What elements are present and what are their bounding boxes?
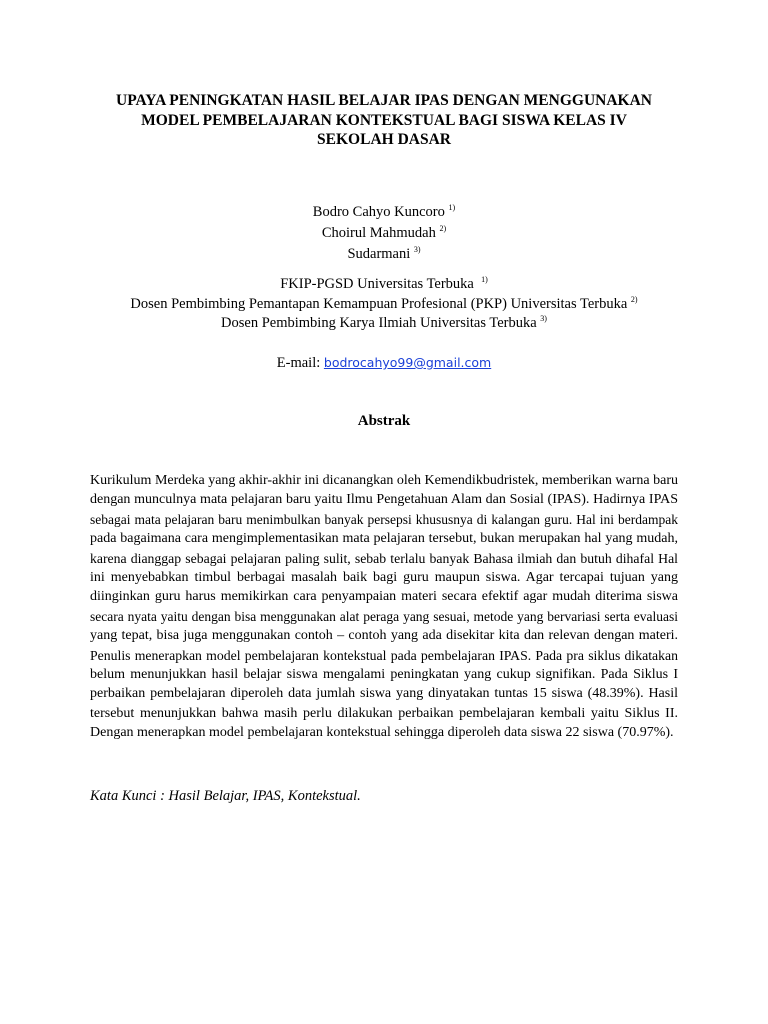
abstract-line: dengan munculnya mata pelajaran baru yaitu Ilmu Pengetahuan Alam dan Sosial (IPAS). Hadirnya IPAS (90, 492, 678, 508)
abstract-line: tersebut menunjukkan bahwa masih perlu dilakukan perbaikan pembelajaran kembali yaitu Siklus II. (90, 705, 678, 721)
affiliation-mark: 1) (481, 275, 488, 284)
title-line: MODEL PEMBELAJARAN KONTEKSTUAL BAGI SISWA KELAS IV (141, 111, 627, 129)
abstract-heading: Abstrak (357, 413, 411, 429)
author (90, 202, 678, 223)
title-line: UPAYA PENINGKATAN HASIL BELAJAR IPAS DENGAN MENGGUNAKAN (116, 92, 652, 109)
abstract-line: pada bagaimana cara mengimplementasikan mata pelajaran tersebut, bukan merupakan hal yang mudah, (90, 531, 678, 547)
title-line: SEKOLAH DASAR (317, 131, 451, 148)
author-affiliation-mark: 2) (439, 224, 447, 233)
abstract-line: diinginkan guru harus memikirkan cara penyampaian materi secara efektif agar mudah diterima siswa (90, 589, 678, 605)
author-name: Sudarmani (347, 246, 411, 262)
author-name: Choirul Mahmudah (321, 225, 436, 241)
abstract-line: ini menyebabkan timbul berbagai masalah baik bagi guru maupun siswa. Agar tercapai tujuan yang (90, 569, 678, 585)
author (90, 244, 678, 265)
affiliation-list (90, 275, 678, 334)
abstract-line: Penulis menerapkan model pembelajaran kontekstual pada pembelajaran IPAS. Pada pra siklus dikatakan (90, 647, 678, 663)
affiliation (90, 295, 678, 315)
author-affiliation-mark: 1) (448, 203, 456, 212)
affiliation (90, 275, 678, 295)
author-affiliation-mark: 3) (413, 245, 421, 254)
abstract-line: Dengan menerapkan model pembelajaran kontekstual sehingga diperoleh data siswa 22 siswa (70.97%). (90, 725, 674, 741)
abstract-line: sebagai mata pelajaran baru menimbulkan banyak persepsi khususnya di kalangan guru. Hal ini berdampak (90, 511, 678, 527)
affiliation-text: FKIP-PGSD Universitas Terbuka (280, 276, 474, 292)
abstract-line: secara nyata yaitu dengan bisa menggunakan alat peraga yang sesuai, metode yang bervariasi serta evaluasi (90, 608, 678, 624)
email-link[interactable]: bodrocahyo99@gmail.com (323, 355, 492, 370)
author-list (90, 202, 678, 265)
email-line (90, 353, 678, 373)
author (90, 223, 678, 244)
author-name: Bodro Cahyo Kuncoro (312, 204, 445, 220)
affiliation (90, 314, 678, 334)
affiliation-mark: 2) (630, 294, 638, 304)
keywords: Kata Kunci : Hasil Belajar, IPAS, Kontekstual. (90, 788, 361, 804)
abstract-line: perbaikan pembelajaran diperoleh data jumlah siswa yang dinyatakan tuntas 15 siswa (48.39%). Hasil (90, 686, 678, 702)
email-label: E-mail: (276, 355, 321, 371)
paper-title (90, 91, 678, 150)
affiliation-text: Dosen Pembimbing Pemantapan Kemampuan Profesional (PKP) Universitas Terbuka (130, 295, 628, 312)
abstract-line: belum menunjukkan hasil belajar siswa mengalami peningkatan yang cukup signifikan. Pada Siklus I (90, 666, 678, 682)
abstract-line: yang tepat, bisa juga menggunakan contoh – contoh yang ada disekitar kita dan relevan dengan materi. (90, 628, 678, 644)
abstract-body (90, 471, 678, 742)
affiliation-text: Dosen Pembimbing Karya Ilmiah Universitas Terbuka (221, 315, 537, 331)
affiliation-mark: 3) (540, 314, 547, 323)
abstract-line: Kurikulum Merdeka yang akhir-akhir ini dicanangkan oleh Kemendikbudristek, memberikan warna baru (90, 473, 678, 488)
abstract-line: karena dianggap sebagai pelajaran paling sulit, sebab terlalu banyak Bahasa ilmiah dan butuh dihafal Hal (90, 550, 678, 566)
